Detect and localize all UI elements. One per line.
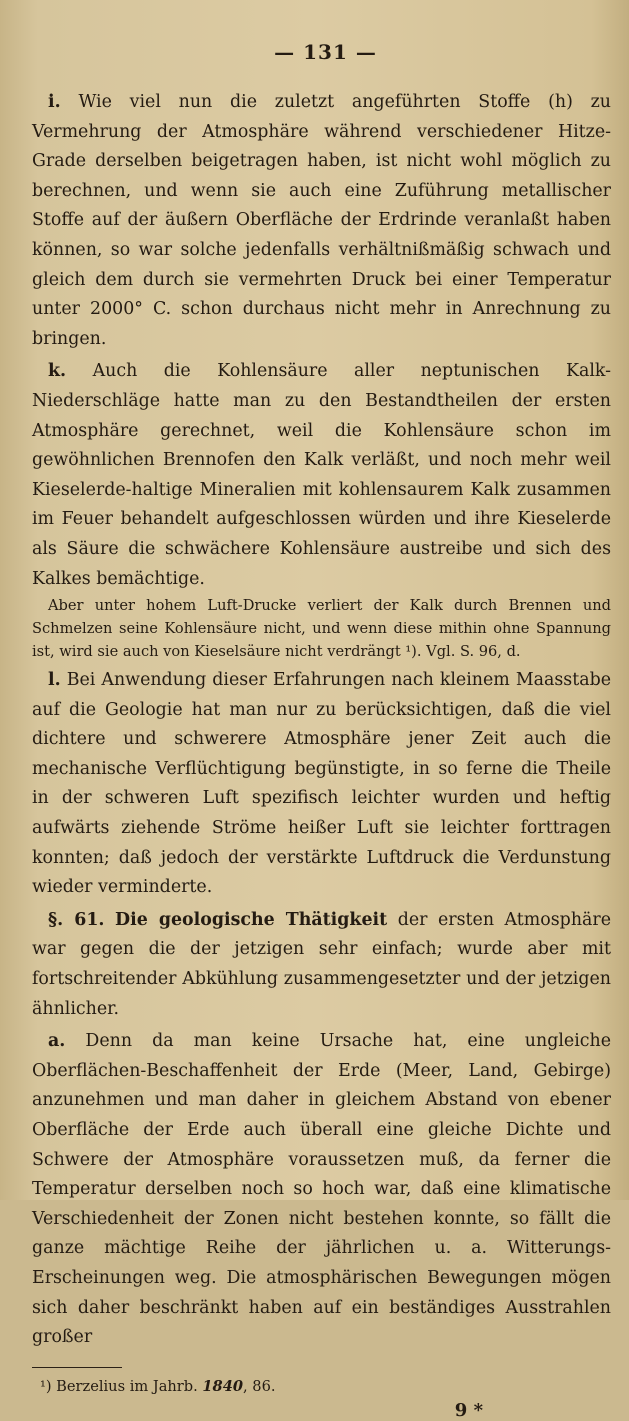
paragraph-l <box>32 666 611 903</box>
paragraph-text: der ersten Atmosphäre war gegen die der jetzigen sehr einfach; wurde aber mit fortschreitender Abkühlung zusammengesetzter und der jetzigen ähnlicher. <box>32 909 611 1019</box>
paragraph-label: l. <box>48 670 61 691</box>
paragraph-text: Auch die Kohlensäure aller neptunischen Kalk-Niederschläge hatte man zu den Bestandtheilen der ersten Atmosphäre gerechnet, weil die Kohlensäure schon im gewöhnlichen Brennofen den Kalk verläßt, und noch mehr weil Kieselerde-haltige Mineralien mit kohlensaurem Kalk zusammen im Feuer behandelt aufgeschlossen würden und ihre Kieselerde als Säure die schwächere Kohlensäure austreibe und sich des Kalkes bemächtige. <box>32 361 611 589</box>
paragraph-label: i. <box>48 92 61 112</box>
paragraph-a <box>32 1027 611 1353</box>
paragraph-text: Denn da man keine Ursache hat, eine ungleiche Oberflächen-Beschaffenheit der Erde (Meer, Land, Gebirge) anzunehmen und man daher in gleichem Abstand von ebener Oberfläche der Erde auch überall eine gleiche Dichte und Schwere der Atmosphäre voraussetzen muß, da ferner die Temperatur derselben noch so hoch war, daß eine klimatische Verschiedenheit der Zonen nicht bestehen konnte, so fällt die ganze mächtige Reihe der jährlichen u. a. Witterungs-Erscheinungen weg. Die atmosphärischen Bewegungen mögen sich daher beschränkt haben auf ein beständiges Ausstrahlen großer <box>32 1031 611 1348</box>
paragraph-k <box>32 357 611 594</box>
section-61 <box>32 906 611 1024</box>
page-number: — 131 — <box>274 40 377 64</box>
paragraph-text: Bei Anwendung dieser Erfahrungen nach kleinem Maasstabe auf die Geologie hat man nur zu berücksichtigen, daß die viel dichtere und schwerere Atmosphäre jener Zeit auch die mechanische Verflüchtigung begünstigte, in so ferne die Theile in der schweren Luft spezifisch leichter wurden und heftig aufwärts ziehende Ströme heißer Luft sie leichter forttragen konnten; daß jedoch der verstärkte Luftdruck die Verdunstung wieder verminderte. <box>32 670 611 898</box>
footnote-text: ¹) Berzelius im Jahrb. <box>40 1377 198 1395</box>
footnote-year: 1840 <box>202 1377 244 1395</box>
footnote-page: , 86. <box>243 1377 276 1395</box>
paragraph-i <box>32 88 611 354</box>
section-label: §. 61. <box>48 909 105 930</box>
paragraph-note <box>32 594 611 663</box>
paragraph-text: Wie viel nun die zuletzt angeführten Stoffe (h) zu Vermehrung der Atmosphäre während verschiedener Hitze-Grade derselben beigetragen haben, ist nicht wohl möglich zu berechnen, und wenn sie auch eine Zuführung metallischer Stoffe auf der äußern Oberfläche der Erdrinde veranlaßt haben können, so war solche jedenfalls verhältnißmäßig schwach und gleich dem durch sie vermehrten Druck bei einer Temperatur unter 2000° C. schon durchaus nicht mehr in Anrechnung zu bringen. <box>32 92 612 349</box>
signature-mark: 9 * <box>454 1399 483 1421</box>
footnote-divider <box>32 1367 122 1368</box>
footnote <box>32 1376 611 1398</box>
section-heading-emphasis: Die geologische Thätigkeit <box>115 909 388 930</box>
paragraph-label: k. <box>48 361 67 382</box>
paragraph-label: a. <box>48 1031 66 1052</box>
paragraph-text: Aber unter hohem Luft-Drucke verliert der Kalk durch Brennen und Schmelzen seine Kohlensäure nicht, und wenn diese mithin ohne Spannung ist, wird sie auch von Kieselsäure nicht verdrängt ¹). Vgl. S. 96, d. <box>32 597 611 661</box>
